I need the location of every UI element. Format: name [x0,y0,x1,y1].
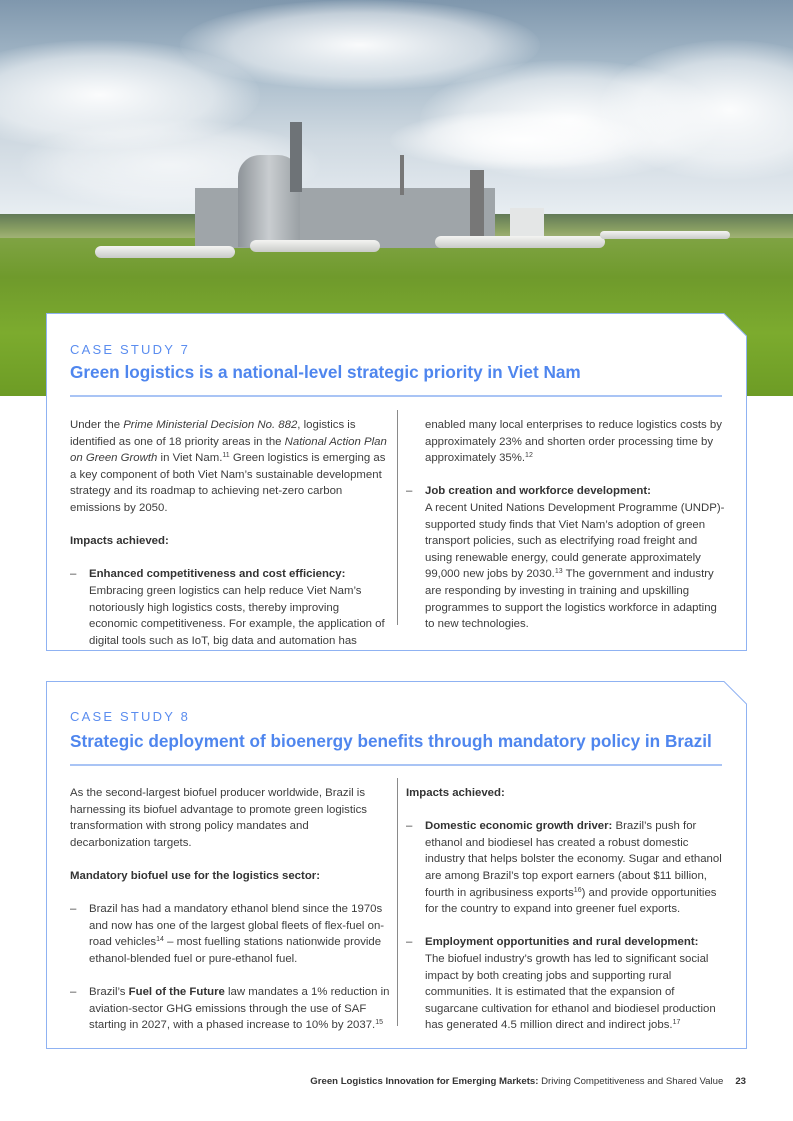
bullet-heading: Domestic economic growth driver: [425,820,613,833]
decision-reference: Prime Ministerial Decision No. 882 [123,419,298,431]
bullet-item [406,818,726,918]
bullet-text: The government and industry are responding by investing in training and upskilling programmes to support the logistics workforce in adapting to new technologies. [425,568,717,631]
impacts-heading: Impacts achieved: [406,787,505,799]
title-divider [70,395,722,397]
case-study-8-box [46,681,747,1049]
page-footer [310,1076,746,1087]
left-column [70,417,390,666]
dash-bullet: – [406,820,413,833]
footnote-ref: 13 [554,568,563,576]
bullet-text: law mandates a 1% reduction in aviation-sector GHG emissions through the use of SAF starting in 2027, with a phased increase to 10% by 2037. [89,986,390,1032]
mandatory-heading: Mandatory biofuel use for the logistics sector: [70,869,320,882]
text: , logistics is identified as one of 18 priority areas in the [70,419,356,448]
bullet-item [70,901,390,967]
bullet-text: enabled many local enterprises to reduce logistics costs by approximately 23% and shorten order processing time by approximately 35%. [425,419,722,465]
dash-bullet: – [70,986,77,999]
footnote-ref: 16 [573,886,582,894]
case-study-7-box [46,313,747,651]
bullet-continuation [406,417,726,467]
bullet-text: – most fuelling stations nationwide provide ethanol-blended fuel or pure-ethanol fuel. [89,936,382,965]
column-divider [397,778,398,1026]
intro-paragraph: As the second-largest biofuel producer worldwide, Brazil is harnessing its biofuel advantage to promote green logistics transformation with strong policy mandates and decarbonization targets. [70,787,367,849]
right-column [406,417,726,649]
case-study-label: CASE STUDY 7 [70,342,191,357]
footnote-ref: 14 [156,936,164,944]
report-title: Green Logistics Innovation for Emerging Markets: [310,1076,539,1087]
dash-bullet: – [406,485,413,498]
case-study-label: CASE STUDY 8 [70,709,191,724]
impacts-heading: Impacts achieved: [70,535,169,548]
bullet-heading: Enhanced competitiveness and cost efficiency: [89,568,346,581]
footnote-ref: 12 [525,452,533,460]
bullet-heading: Employment opportunities and rural development: [425,936,699,949]
left-column [70,785,390,1051]
bullet-text: Embracing green logistics can help reduce Viet Nam’s notoriously high logistics costs, thereby improving economic competitiveness. For example, the application of digital tools such as IoT, big data and automation has [89,584,385,647]
bullet-text: ) and provide opportunities for the country to expand into greener fuel exports. [425,886,717,916]
plan-reference: National Action Plan on Green Growth [70,435,387,465]
bullet-text: The biofuel industry’s growth has led to significant social impact by both creating jobs and supporting rural communities. It is estimated that the expansion of sugarcane cultivation for ethanol and biodiesel production has generated 4.5 million direct and indirect jobs. [425,952,716,1032]
footnote-ref: 11 [222,452,230,460]
bullet-item [70,566,390,649]
title-divider [70,764,722,766]
right-column [406,785,726,1051]
text: in Viet Nam. [157,452,223,465]
bullet-item [406,483,726,632]
text: Under the [70,419,124,431]
bullet-text: Brazil has had a mandatory ethanol blend since the 1970s and now has one of the largest global fleets of flex-fuel on-road vehicles [89,903,385,949]
dash-bullet: – [406,936,413,949]
footnote-ref: 17 [672,1019,681,1027]
bullet-text: A recent United Nations Development Programme (UNDP)-supported study finds that Viet Nam’s adoption of green transport policies, such as electrifying road freight and using renewable energy, could generate approximately 99,000 new jobs by 2030. [425,501,725,581]
page-number: 23 [735,1076,746,1087]
bullet-item [406,934,726,1034]
text: Green logistics is emerging as a key component of both Viet Nam’s sustainable development strategy and its roadmap to achieving net-zero carbon emissions by 2050. [70,452,386,514]
intro-paragraph [70,417,390,517]
law-name: Fuel of the Future [128,986,225,999]
case-study-title: Strategic deployment of bioenergy benefits through mandatory policy in Brazil [70,731,712,751]
report-subtitle: Driving Competitiveness and Shared Value [538,1076,724,1087]
dash-bullet: – [70,568,77,581]
dash-bullet: – [70,903,77,916]
bullet-heading: Job creation and workforce development: [425,485,651,498]
bullet-text: Brazil’s push for ethanol and biodiesel has created a robust domestic industry that helps bolster the economy. Sugar and ethanol are among Brazil’s top export earners (about $11 billion, fourth in agribusiness exports [425,820,722,899]
footnote-ref: 15 [375,1019,384,1027]
column-divider [397,410,398,625]
case-study-title: Green logistics is a national-level strategic priority in Viet Nam [70,362,581,382]
bullet-text: Brazil’s [89,986,129,999]
bullet-item [70,984,390,1034]
